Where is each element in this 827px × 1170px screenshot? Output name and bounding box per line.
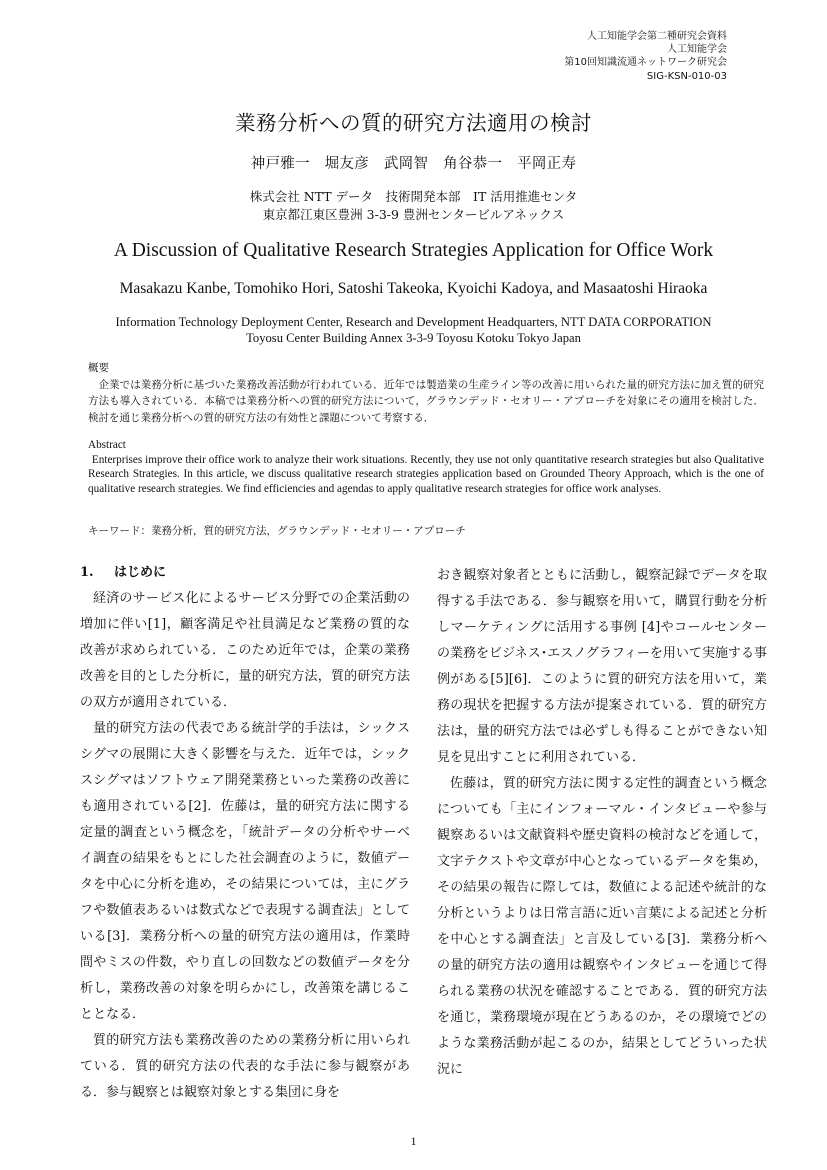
body-paragraph: 佐藤は，質的研究方法に関する定性的調査という概念についても「主にインフォーマル・インタビューや参与観察あるいは文献資料や歴史資料の検討などを通して，文字テクストや文章が中心となっているデータを集め，その結果の報告に際しては，数値による記述や統計的な分析というよりは日常言語に近い言葉による記述と分析を中心とする調査法」と言及している[3]．業務分析への量的研究方法の適用は観察やインタビューを通じて得られる業務の状況を確認することである．質的研究方法を通じ，業務環境が現在どうあるのか，その環境でどのような業務活動が起こるのか，結果としてどういった状況に (437, 776, 767, 1077)
conference-header (564, 30, 727, 83)
section-title: はじめに (114, 565, 167, 580)
paper-title-english: A Discussion of Qualitative Research Strategies Application for Office Work (113, 240, 714, 261)
abstract-body: 企業では業務分析に基づいた業務改善活動が行われている．近年では製造業の生産ライン等の改善に用いられた量的研究方法に加え質的研究方法も導入されている．本稿では業務分析への質的研究方法について，グラウンデッド・セオリー・アプローチを対象にその適用を検討した．検討を通じ業務分析への質的研究方法の有効性と課題について考察する． (88, 378, 764, 424)
abstract-body: Enterprises improve their office work to analyze their work situations. Recently, they use not only quantitative research strategies but also Qualitative Research Strategies. In this article, we discuss qualitative research strategies application based on Grounded Theory Approach, which is the one of qualitative research strategies. We find efficiencies and agendas to apply qualitative research strategies for office work analyses. (88, 453, 764, 495)
header-line: SIG-KSN-010-03 (646, 70, 727, 82)
body-paragraph: 経済のサービス化によるサービス分野での企業活動の増加に伴い[1]，顧客満足や社員満足など業務の質的な改善が求められている．このため近年では，企業の業務改善を目的とした分析に，量的研究方法，質的研究方法の双方が適用されている． (80, 591, 410, 710)
body-paragraph: おき観察対象者とともに活動し，観察記録でデータを取得する手法である．参与観察を用いて，購買行動を分析しマーケティングに活用する事例 [4]やコールセンターの業務をビジネス･エスノグラフィーを用いて実施する事例がある[5][6]．このように質的研究方法を用いて，業務の現状を把握する方法が提案されている．質的研究方法は，量的研究方法では必ずしも得ることができない知見を見出すことに利用されている． (437, 568, 767, 765)
header-line: 人工知能学会 (667, 44, 727, 56)
abstract-english (88, 438, 764, 496)
body-column-left (80, 563, 410, 1106)
abstract-label: Abstract (88, 439, 126, 451)
body-paragraph: 量的研究方法の代表である統計学的手法は，シックスシグマの展開に大きく影響を与えた．近年では，シックスシグマはソフトウェア開発業務といった業務の改善にも適用されている[2]．佐藤は，量的研究方法に関する定量的調査という概念を，「統計データの分析やサーベイ調査の結果をもとにした社会調査のように，数値データを中心に分析を進め，その結果については，主にグラフや数値表あるいは数式などで表現する調査法」としている[3]．業務分析への量的研究方法の適用は，作業時間やミスの件数，やり直しの回数などの数値データを分析し，業務改善の対象を明らかにし，改善策を講じることとなる． (80, 721, 410, 1022)
affiliation-line: Information Technology Deployment Center, Research and Development Headquarters, NTT DATA CORPORATION (115, 315, 712, 329)
keywords: キーワード：業務分析，質的研究方法，グラウンデッド・セオリー・アプローチ (88, 525, 466, 537)
affiliation-japanese (0, 188, 827, 224)
section-number: 1. (80, 565, 94, 580)
page-number: 1 (410, 1134, 417, 1148)
header-line: 第10回知識流通ネットワーク研究会 (564, 57, 727, 69)
affiliation-line: 株式会社 NTT データ 技術開発本部 IT 活用推進センタ (249, 189, 578, 204)
body-paragraph: 質的研究方法も業務改善のための業務分析に用いられている．質的研究方法の代表的な手法に参与観察がある．参与観察とは観察対象とする集団に身を (80, 1033, 410, 1100)
abstract-label: 概要 (88, 362, 109, 374)
affiliation-english (0, 314, 827, 346)
paper-title-japanese: 業務分析への質的研究方法適用の検討 (235, 111, 592, 135)
section-heading (80, 563, 410, 583)
author-list-english: Masakazu Kanbe, Tomohiko Hori, Satoshi Takeoka, Kyoichi Kadoya, and Masaatoshi Hiraoka (119, 280, 708, 297)
affiliation-line: 東京都江東区豊洲 3-3-9 豊洲センタービルアネックス (262, 207, 565, 222)
abstract-japanese (88, 360, 764, 426)
affiliation-line: Toyosu Center Building Annex 3-3-9 Toyosu Kotoku Tokyo Japan (246, 331, 581, 345)
header-line: 人工知能学会第二種研究会資料 (587, 31, 727, 42)
body-column-right (437, 563, 767, 1083)
author-list-japanese: 神戸雅一 堀友彦 武岡智 角谷恭一 平岡正寿 (250, 156, 577, 172)
